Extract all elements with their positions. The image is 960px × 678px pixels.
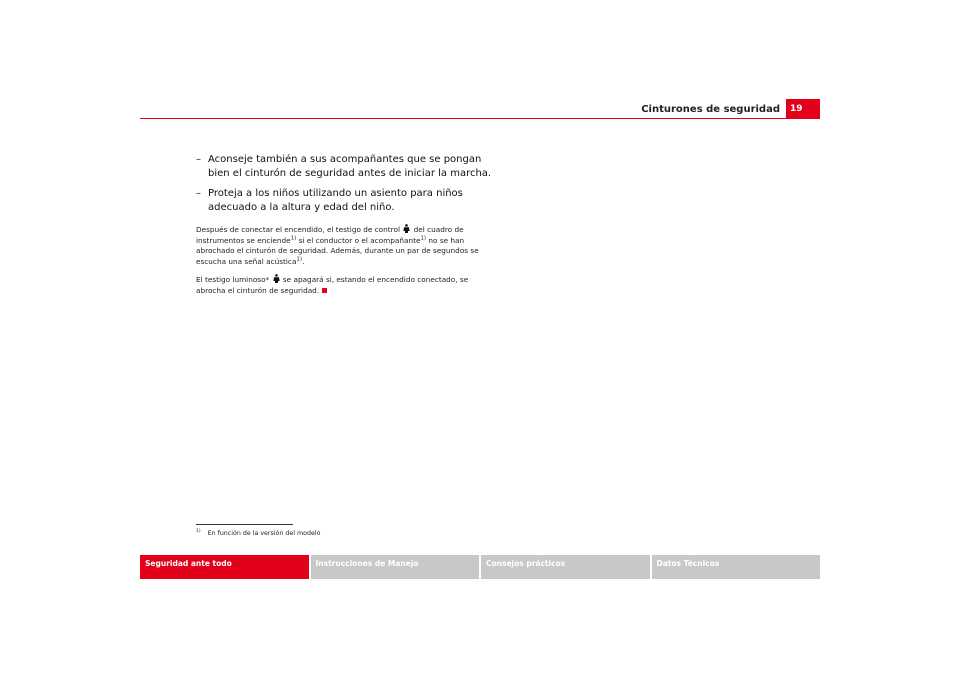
bullet-list <box>196 153 496 221</box>
text-span: Después de conectar el encendido, el testigo de control <box>196 225 400 234</box>
bullet-item <box>196 153 496 181</box>
paragraph-seatbelt-warning <box>196 224 486 267</box>
footnote-marker: 1) <box>196 529 201 534</box>
footnote-ref[interactable]: 1) <box>296 256 303 263</box>
header-rule <box>140 118 820 119</box>
page-number: 19 <box>786 99 820 119</box>
text-span: del cuadro de instrumentos se enciende <box>196 225 464 245</box>
bullet-text: Aconseje también a sus acompañantes que se pongan bien el cinturón de seguridad antes de iniciar la marcha. <box>208 154 492 179</box>
footnote-ref[interactable]: 1) <box>420 235 427 242</box>
text-span: no se han abrochado el cinturón de seguridad. Además, durante un par de segundos se escucha una señal acústica <box>196 235 479 266</box>
footnote <box>196 529 496 537</box>
seatbelt-warning-icon <box>273 274 280 283</box>
text-span: . <box>302 256 305 266</box>
seatbelt-warning-icon <box>403 224 410 233</box>
end-of-section-icon <box>322 288 327 293</box>
text-span: se apagará si, estando el encendido conectado, se abrocha el cinturón de seguridad. <box>196 275 469 295</box>
page-header-title: Cinturones de seguridad <box>641 104 780 115</box>
text-span: El testigo luminoso* <box>196 275 270 284</box>
bullet-item <box>196 187 496 215</box>
footnote-text: En función de la versión del modelo <box>207 530 321 538</box>
footnote-rule <box>196 524 293 525</box>
paragraph-warning-off <box>196 274 486 296</box>
tab-consejos-practicos[interactable]: Consejos prácticos <box>481 555 650 579</box>
section-tabs <box>140 555 820 579</box>
bullet-dash: – <box>196 188 201 199</box>
bullet-text: Proteja a los niños utilizando un asiento para niños adecuado a la altura y edad del niño. <box>208 188 463 213</box>
tab-instrucciones-de-manejo[interactable]: Instrucciones de Manejo <box>311 555 480 579</box>
footnote-ref[interactable]: 1) <box>290 235 297 242</box>
bullet-dash: – <box>196 154 201 165</box>
tab-seguridad-ante-todo[interactable]: Seguridad ante todo <box>140 555 309 579</box>
text-span: si el conductor o el acompañante <box>296 235 421 245</box>
tab-datos-tecnicos[interactable]: Datos Técnicos <box>652 555 821 579</box>
